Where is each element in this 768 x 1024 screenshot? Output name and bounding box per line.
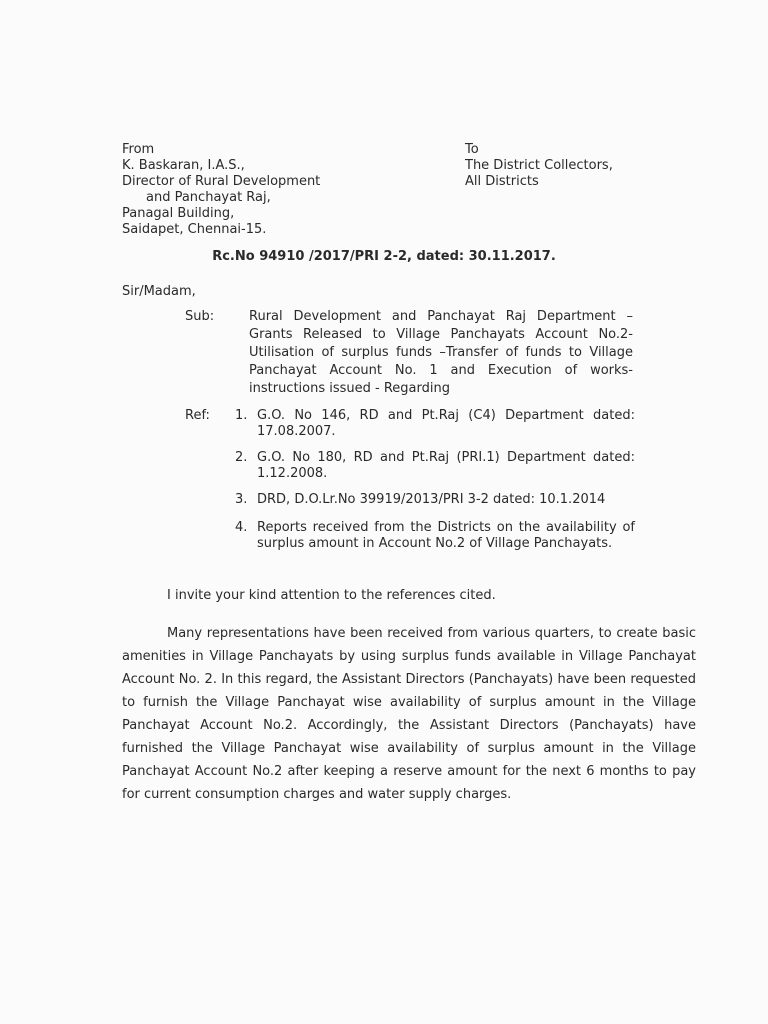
- to-block: [465, 142, 665, 190]
- from-block: [122, 142, 422, 238]
- reference-text: Reports received from the Districts on the availability of surplus amount in Account No.2 of Village Panchayats.: [257, 520, 635, 551]
- reference-item: [235, 520, 635, 552]
- salutation: Sir/Madam,: [122, 284, 196, 299]
- sender-designation: Director of Rural Development: [122, 174, 321, 189]
- body-paragraph-2: Many representations have been received from various quarters, to create basic amenities in Village Panchayats by using surplus funds available in Village Panchayat Account No. 2. In this regard, the Assistant Directors (Panchayats) have been requested to furnish the Village Panchayat wise availability of surplus amount in the Village Panchayat Account No.2. Accordingly, the Assistant Directors (Panchayats) have furnished the Village Panchayat wise availability of surplus amount in the Village Panchayat Account No.2 after keeping a reserve amount for the next 6 months to pay for current consumption charges and water supply charges.: [122, 626, 696, 802]
- subject-text: Rural Development and Panchayat Raj Department – Grants Released to Village Panchayats Account No.2- Utilisation of surplus funds –Transfer of funds to Village Panchayat Account No. 1 and Execution of works- instructions issued - Regarding: [249, 309, 633, 396]
- references-list: [235, 408, 635, 562]
- reference-number: Rc.No 94910 /2017/PRI 2-2, dated: 30.11.2017.: [212, 249, 556, 264]
- sender-name: K. Baskaran, I.A.S.,: [122, 158, 245, 173]
- reference-text: DRD, D.O.Lr.No 39919/2013/PRI 3-2 dated: 10.1.2014: [257, 492, 606, 507]
- body-paragraph-1: I invite your kind attention to the references cited.: [167, 588, 496, 603]
- reference-item: [235, 450, 635, 482]
- to-heading: To: [465, 142, 479, 157]
- reference-number-label: 3.: [235, 492, 248, 507]
- reference-number-label: 2.: [235, 450, 248, 465]
- reference-text: G.O. No 146, RD and Pt.Raj (C4) Department dated: 17.08.2007.: [257, 408, 635, 439]
- sender-address-building: Panagal Building,: [122, 206, 235, 221]
- reference-number-label: 1.: [235, 408, 248, 423]
- recipient-line: The District Collectors,: [465, 158, 613, 173]
- reference-text: G.O. No 180, RD and Pt.Raj (PRI.1) Department dated: 1.12.2008.: [257, 450, 635, 481]
- reference-number-label: 4.: [235, 520, 248, 535]
- references-label: Ref:: [185, 408, 210, 423]
- from-heading: From: [122, 142, 155, 157]
- recipient-line: All Districts: [465, 174, 539, 189]
- sender-designation-cont: and Panchayat Raj,: [146, 190, 271, 205]
- reference-item: [235, 492, 635, 508]
- sender-address-city: Saidapet, Chennai-15.: [122, 222, 267, 237]
- subject-label: Sub:: [185, 309, 215, 324]
- reference-item: [235, 408, 635, 440]
